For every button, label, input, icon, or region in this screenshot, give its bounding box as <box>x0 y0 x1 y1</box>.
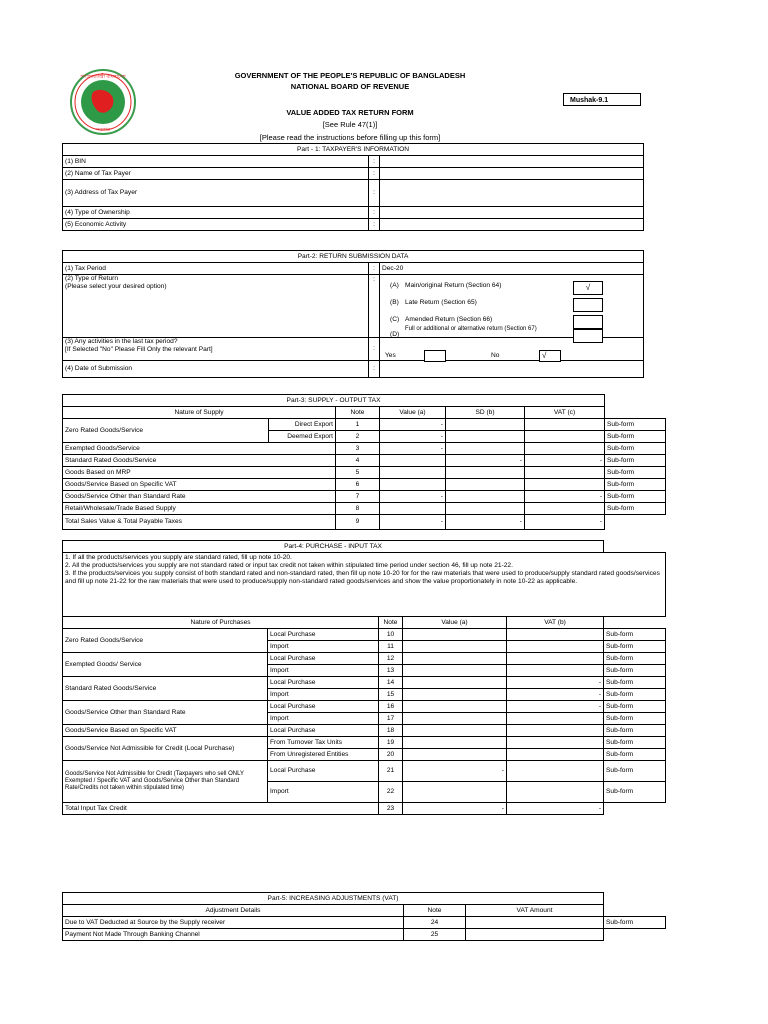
form-title: VALUE ADDED TAX RETURN FORM <box>286 108 414 117</box>
option-b-code: (B) <box>390 299 399 306</box>
part4-table: Part-4: PURCHASE - INPUT TAX 1. If all the products/services you supply are standard rated, fill up note 10-20. 2. All the products/services you supply are not standard rated or input tax credit not taken within stipulated time period under section 46, fill up note 21-22. 3. If the products/services you supply consist of both standard rated and non-standard rated, then fill up note 10-20 for for the raw materials that were used to produce/supply standard rated goods/services and fill up note 21-22 for the raw materials that were used to produce/supply non-standard rated goods/services and show the value proportionately in note 10-22 as applicable. Nature of Purchases Note Value (a) VAT (b) Zero Rated Goods/Service Local Purchase 10 Sub-form Import 11 Sub-form Exempted Goods/ Service Local Purchase 12 Sub-form Import 13 Sub-form Standard Rated Goods/Service Local Purchase 14 - Sub-form Import 15 - Sub-form Goods/Service Other than Standard Rate Local Purchase 16 - Sub-form Import 17 Sub-form Goods/Service Based on Specific VAT Local Purchase 18 Sub-form Goods/Service Not Admissible for Credit (Local Purchase) From Turnover Tax Units 19 Sub-form From Unregistered Entities 20 Sub-form Goods/Service Not Admissible for Credit (Taxpayers who sell ONLY Exempted / Specific VAT and Goods/Service Other than Standard Rate/Credits not taken within stipulated time) Local Purchase 21 - Sub-form Import 22 Sub-form Total Input Tax Credit 23 - - <box>62 540 666 815</box>
option-d-label: Full or additional or alternative return (Section 67) <box>405 326 537 332</box>
option-d-code: (D) <box>390 331 400 338</box>
subform-link[interactable]: Sub-form <box>605 455 666 467</box>
subform-link[interactable]: Sub-form <box>604 653 666 665</box>
submission-date-field[interactable] <box>380 361 644 378</box>
subform-link[interactable]: Sub-form <box>604 677 666 689</box>
option-b-label: Late Return (Section 65) <box>405 299 477 306</box>
subform-link[interactable]: Sub-form <box>604 629 666 641</box>
standard-rated-purchase-label: Standard Rated Goods/Service <box>63 677 268 701</box>
zero-rated-purchase-label: Zero Rated Goods/Service <box>63 629 268 653</box>
part3-title: Part-3: SUPPLY - OUTPUT TAX <box>63 395 605 407</box>
part2-table: Part-2: RETURN SUBMISSION DATA (1) Tax Period : Dec-20 (2) Type of Return (Please select your desired option) : (3) Any activities in the last tax period? [If Selected "No" Please Fill Only the relevant Part] : (4) Date of Submission : <box>62 250 644 378</box>
economic-activity-label: (5) Economic Activity <box>63 219 369 231</box>
rule-reference: [See Rule 47(1)] <box>322 120 378 129</box>
tax-period-label: (1) Tax Period <box>63 263 369 275</box>
table-row: Standard Rated Goods/Service 4 - - Sub-form <box>63 455 666 467</box>
part1-title: Part - 1: TAXPAYER'S INFORMATION <box>63 144 644 156</box>
exempted-purchase-label: Exempted Goods/ Service <box>63 653 268 677</box>
yes-label: Yes <box>385 352 396 359</box>
subform-link[interactable]: Sub-form <box>604 917 666 929</box>
option-b-checkbox[interactable] <box>573 298 603 312</box>
bin-field[interactable] <box>380 156 644 168</box>
subform-link[interactable]: Sub-form <box>605 443 666 455</box>
total-row: Total Input Tax Credit 23 - - <box>63 803 666 815</box>
instruction-note: [Please read the instructions before filling up this form] <box>259 133 441 142</box>
bin-label: (1) BIN <box>63 156 369 168</box>
part5-title: Part-5: INCREASING ADJUSTMENTS (VAT) <box>63 893 604 905</box>
taxpayer-name-label: (2) Name of Tax Payer <box>63 168 369 180</box>
activities-options <box>380 338 644 361</box>
tax-period-value[interactable]: Dec-20 <box>380 263 644 275</box>
table-row: Retail/Wholesale/Trade Based Supply 8 Sub-form <box>63 503 666 515</box>
subform-link[interactable]: Sub-form <box>604 749 666 761</box>
table-row: Payment Not Made Through Banking Channel 25 <box>63 929 666 941</box>
subform-link[interactable]: Sub-form <box>604 737 666 749</box>
svg-text:সরকার: সরকার <box>96 127 110 133</box>
economic-activity-field[interactable] <box>380 219 644 231</box>
subform-link[interactable]: Sub-form <box>604 665 666 677</box>
option-d-checkbox[interactable] <box>573 329 603 343</box>
board-title: NATIONAL BOARD OF REVENUE <box>290 82 410 91</box>
ownership-field[interactable] <box>380 207 644 219</box>
no-label: No <box>491 352 500 359</box>
yes-checkbox[interactable] <box>424 350 446 362</box>
address-field[interactable] <box>380 180 644 207</box>
no-checkbox[interactable]: √ <box>539 350 561 362</box>
ownership-label: (4) Type of Ownership <box>63 207 369 219</box>
other-rate-purchase-label: Goods/Service Other than Standard Rate <box>63 701 268 725</box>
form-code-box: Mushak-9.1 <box>563 93 641 106</box>
submission-date-label: (4) Date of Submission <box>63 361 369 378</box>
part1-table: Part - 1: TAXPAYER'S INFORMATION (1) BIN : (2) Name of Tax Payer : (3) Address of Tax Payer : (4) Type of Ownership : (5) Economic Activity : <box>62 143 644 231</box>
table-row: Exempted Goods/Service 3 - Sub-form <box>63 443 666 455</box>
subform-link[interactable]: Sub-form <box>605 479 666 491</box>
subform-link[interactable]: Sub-form <box>604 701 666 713</box>
part5-table: Part-5: INCREASING ADJUSTMENTS (VAT) Adjustment Details Note VAT Amount Due to VAT Deducted at Source by the Supply receiver 24 Sub-form Payment Not Made Through Banking Channel 25 <box>62 892 666 941</box>
part2-title: Part-2: RETURN SUBMISSION DATA <box>63 251 644 263</box>
subform-link[interactable]: Sub-form <box>605 419 666 431</box>
option-a-checkbox[interactable]: √ <box>573 281 603 295</box>
subform-link[interactable]: Sub-form <box>605 431 666 443</box>
taxpayer-name-field[interactable] <box>380 168 644 180</box>
government-title: GOVERNMENT OF THE PEOPLE'S REPUBLIC OF BANGLADESH <box>234 71 466 80</box>
subform-link[interactable]: Sub-form <box>604 782 666 803</box>
address-label: (3) Address of Tax Payer <box>63 180 369 207</box>
total-row: Total Sales Value & Total Payable Taxes 9 - - - <box>63 515 666 530</box>
subform-link[interactable]: Sub-form <box>605 467 666 479</box>
vat-amount-field[interactable] <box>466 929 604 941</box>
table-row: Goods/Service Other than Standard Rate 7 - - Sub-form <box>63 491 666 503</box>
government-seal <box>66 68 140 136</box>
subform-link[interactable]: Sub-form <box>604 689 666 701</box>
subform-link[interactable]: Sub-form <box>605 491 666 503</box>
part4-title: Part-4: PURCHASE - INPUT TAX <box>63 541 604 553</box>
vat-amount-field[interactable] <box>466 917 604 929</box>
activities-label: (3) Any activities in the last tax period? [If Selected "No" Please Fill Only the relevant Part] <box>63 338 369 361</box>
table-row: Due to VAT Deducted at Source by the Supply receiver 24 Sub-form <box>63 917 666 929</box>
table-row: Goods/Service Based on Specific VAT 6 Sub-form <box>63 479 666 491</box>
subform-link[interactable]: Sub-form <box>604 761 666 782</box>
option-a-code: (A) <box>390 282 399 289</box>
subform-link[interactable]: Sub-form <box>604 725 666 737</box>
option-a-label: Main/original Return (Section 64) <box>405 282 502 289</box>
subform-link[interactable]: Sub-form <box>604 713 666 725</box>
nature-of-supply-header: Nature of Supply <box>63 407 336 419</box>
table-row: Goods Based on MRP 5 Sub-form <box>63 467 666 479</box>
part3-table: Part-3: SUPPLY - OUTPUT TAX Nature of Supply Note Value (a) SD (b) VAT (c) Zero Rated Goods/Service Direct Export 1 - Sub-form Deemed Export 2 - Sub-form Exempted Goods/Service 3 - Sub-form Standard Rated Goods/Service 4 - - Sub-form Goods Based on MRP 5 Sub-form Goods/Service Based on Specific VAT 6 Sub-form Goods/Service Other than Standard Rate 7 - - Sub-form Retail/Wholesale/Trade Based Supply 8 Sub-form Total Sales Value & Total Payable Taxes 9 - - - <box>62 394 666 530</box>
return-type-label: (2) Type of Return (Please select your desired option) <box>63 275 369 338</box>
option-c-label: Amended Return (Section 66) <box>405 316 493 323</box>
svg-text:গণপ্রজাতন্ত্রী বাংলাদেশ: গণপ্রজাতন্ত্রী বাংলাদেশ <box>80 74 126 80</box>
subform-link[interactable]: Sub-form <box>604 641 666 653</box>
option-c-code: (C) <box>390 316 400 323</box>
subform-link[interactable]: Sub-form <box>605 503 666 515</box>
option-c-checkbox[interactable] <box>573 315 603 329</box>
zero-rated-label: Zero Rated Goods/Service <box>63 419 269 443</box>
part4-instructions: 1. If all the products/services you supply are standard rated, fill up note 10-20. 2. All the products/services you supply are not standard rated or input tax credit not taken within stipulated time period under section 46, fill up note 21-22. 3. If the products/services you supply consist of both standard rated and non-standard rated, then fill up note 10-20 for for the raw materials that were used to produce/supply standard rated goods/services and fill up note 21-22 for the raw materials that were used to produce/supply non-standard rated goods/services and show the value proportionately in note 10-22 as applicable. <box>63 553 666 617</box>
